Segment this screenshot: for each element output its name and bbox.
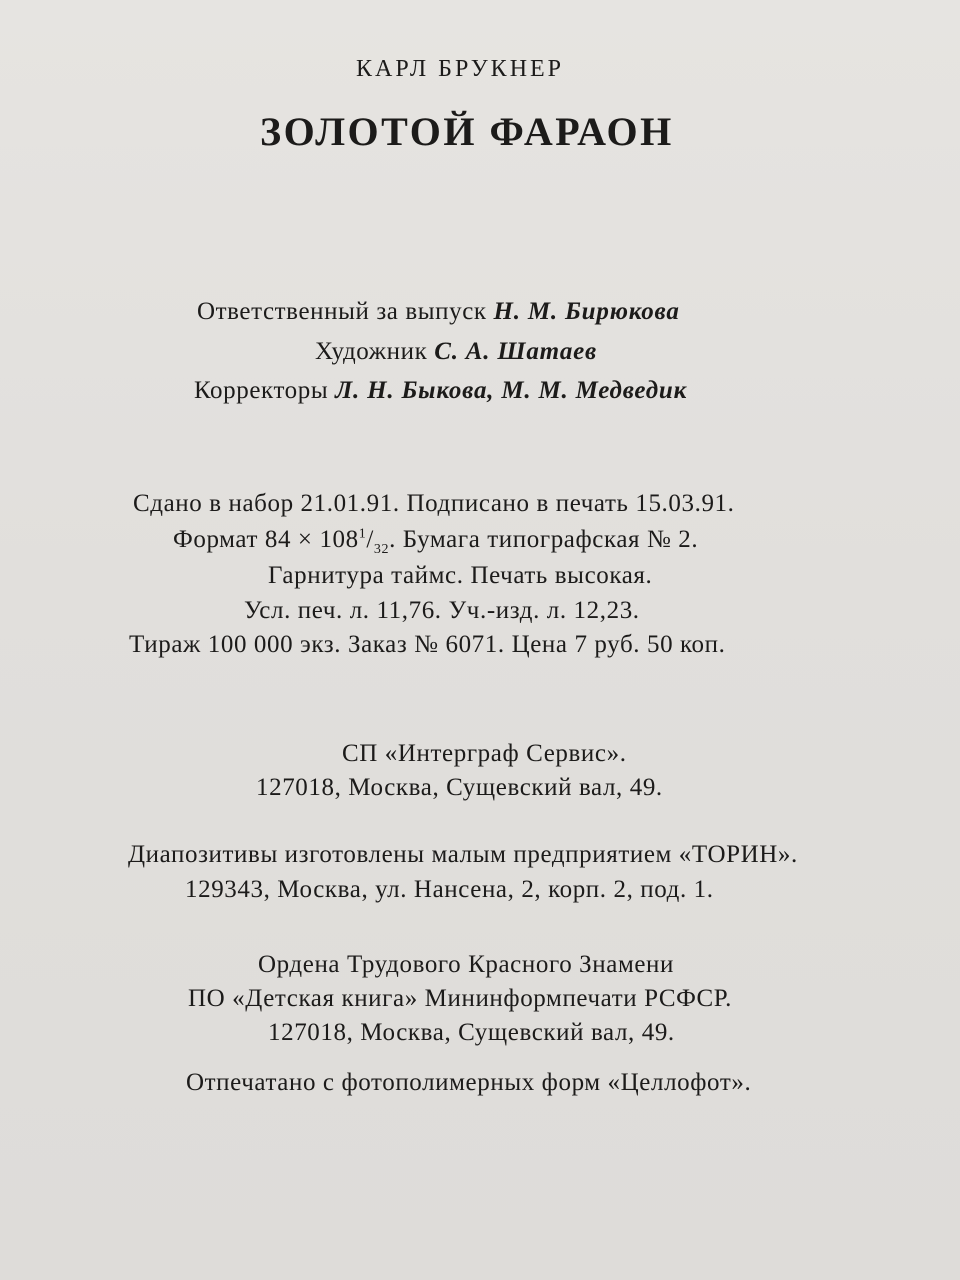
credit-editor-role: Ответственный за выпуск	[197, 298, 487, 325]
slides-maker: Диапозитивы изготовлены малым предприятием «ТОРИН».	[128, 841, 798, 868]
credit-proofreaders-role: Корректоры	[194, 377, 329, 404]
format-suffix: . Бумага типографская № 2.	[389, 526, 699, 553]
printing-dates: Сдано в набор 21.01.91. Подписано в печать 15.03.91.	[133, 490, 735, 517]
author-name: КАРЛ БРУКНЕР	[356, 56, 565, 82]
publisher-address: 127018, Москва, Сущевский вал, 49.	[256, 774, 663, 801]
credit-proofreaders	[194, 378, 687, 403]
printer-order: Ордена Трудового Красного Знамени	[258, 951, 675, 978]
credit-editor-name: Н. М. Бирюкова	[493, 298, 680, 325]
publisher-name: СП «Интерграф Сервис».	[342, 740, 627, 767]
credit-proofreaders-names: Л. Н. Быкова, М. М. Медведик	[335, 377, 688, 404]
printing-typeface: Гарнитура таймс. Печать высокая.	[268, 562, 653, 589]
format-prefix: Формат 84 × 108	[173, 526, 359, 553]
credit-artist-role: Художник	[315, 338, 428, 365]
slides-address: 129343, Москва, ул. Нансена, 2, корп. 2, под. 1.	[185, 876, 714, 903]
credit-artist-name: С. А. Шатаев	[434, 338, 598, 365]
book-title: ЗОЛОТОЙ ФАРАОН	[260, 109, 674, 154]
credit-artist	[315, 339, 597, 364]
printing-format: Формат $84 \times 108^1/_{32}$. Бумага типографская № 2.	[173, 526, 699, 557]
printer-name: ПО «Детская книга» Мининформпечати РСФСР.	[188, 985, 733, 1012]
format-numerator: 1	[358, 526, 367, 542]
format-denominator: 32	[373, 542, 390, 557]
printing-sheets: Усл. печ. л. 11,76. Уч.-изд. л. 12,23.	[244, 597, 640, 624]
printer-address: 127018, Москва, Сущевский вал, 49.	[268, 1019, 675, 1046]
printing-circulation: Тираж 100 000 экз. Заказ № 6071. Цена 7 руб. 50 коп.	[129, 631, 726, 658]
credit-editor	[197, 299, 680, 324]
printing-forms: Отпечатано с фотополимерных форм «Целлофот».	[186, 1069, 752, 1096]
